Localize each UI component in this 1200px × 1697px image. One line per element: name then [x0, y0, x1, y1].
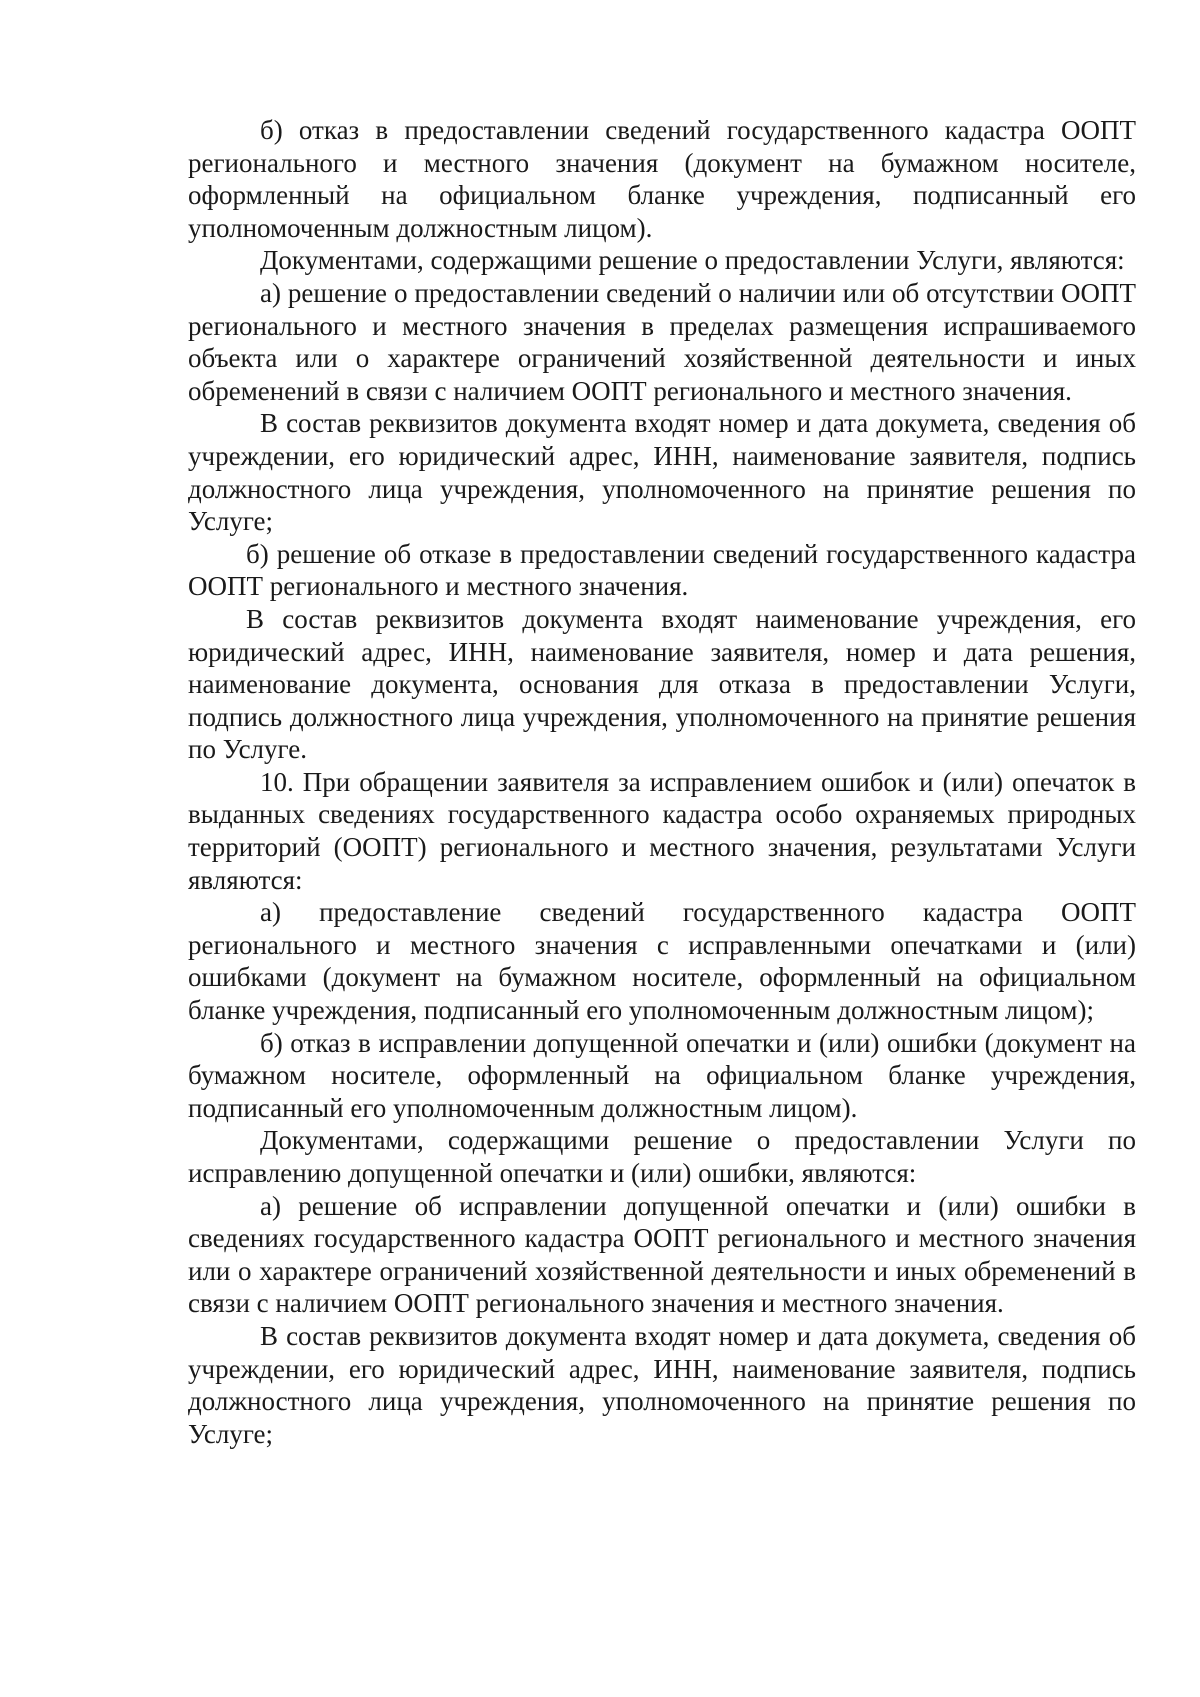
- paragraph-decision-b: б) решение об отказе в предоставлении сведений государственного кадастра ООПТ регионального и местного значения.: [188, 538, 1136, 602]
- paragraph-requisites-2: В состав реквизитов документа входят наименование учреждения, его юридический адрес, ИНН, наименование заявителя, номер и дата решения, наименование документа, основания для отказа в предоставлении Услуги, подпись должностного лица учреждения, уполномоченного на принятие решения по Услуге.: [188, 603, 1136, 765]
- paragraph-refusal-cadastre: б) отказ в предоставлении сведений государственного кадастра ООПТ регионального и местного значения (документ на бумажном носителе, оформленный на официальном бланке учреждения, подписанный его уполномоченным должностным лицом).: [188, 115, 1136, 243]
- paragraph-correction-decision-a: а) решение об исправлении допущенной опечатки и (или) ошибки в сведениях государственного кадастра ООПТ регионального и местного значения или о характере ограничений хозяйственной деятельности и иных обременений в связи с наличием ООПТ регионального значения и местного значения.: [188, 1190, 1136, 1319]
- paragraph-correction-a: а) предоставление сведений государственного кадастра ООПТ регионального и местного значения с исправленными опечатками и (или) ошибками (документ на бумажном носителе, оформленный на официальном бланке учреждения, подписанный его уполномоченным должностным лицом);: [188, 897, 1136, 1026]
- document-body: [188, 114, 1136, 1450]
- paragraph-decision-documents: Документами, содержащими решение о предоставлении Услуги, являются:: [260, 245, 1125, 276]
- paragraph-requisites-3: В состав реквизитов документа входят номер и дата докумета, сведения об учреждении, его юридический адрес, ИНН, наименование заявителя, подпись должностного лица учреждения, уполномоченного на принятие решения по Услуге;: [188, 1320, 1136, 1449]
- paragraph-item-10: 10. При обращении заявителя за исправлением ошибок и (или) опечаток в выданных сведениях государственного кадастра особо охраняемых природных территорий (ООПТ) регионального и местного значения, результатами Услуги являются:: [188, 766, 1136, 895]
- paragraph-decision-a: а) решение о предоставлении сведений о наличии или об отсутствии ООПТ регионального и местного значения в пределах размещения испрашиваемого объекта или о характере ограничений хозяйственной деятельности и иных обременений в связи с наличием ООПТ регионального и местного значения.: [188, 277, 1136, 406]
- paragraph-correction-b: б) отказ в исправлении допущенной опечатки и (или) ошибки (документ на бумажном носителе, оформленный на официальном бланке учреждения, подписанный его уполномоченным должностным лицом).: [188, 1027, 1136, 1123]
- paragraph-correction-documents: Документами, содержащими решение о предоставлении Услуги по исправлению допущенной опечатки и (или) ошибки, являются:: [188, 1125, 1136, 1188]
- paragraph-requisites-1: В состав реквизитов документа входят номер и дата докумета, сведения об учреждении, его юридический адрес, ИНН, наименование заявителя, подпись должностного лица учреждения, уполномоченного на принятие решения по Услуге;: [188, 408, 1136, 537]
